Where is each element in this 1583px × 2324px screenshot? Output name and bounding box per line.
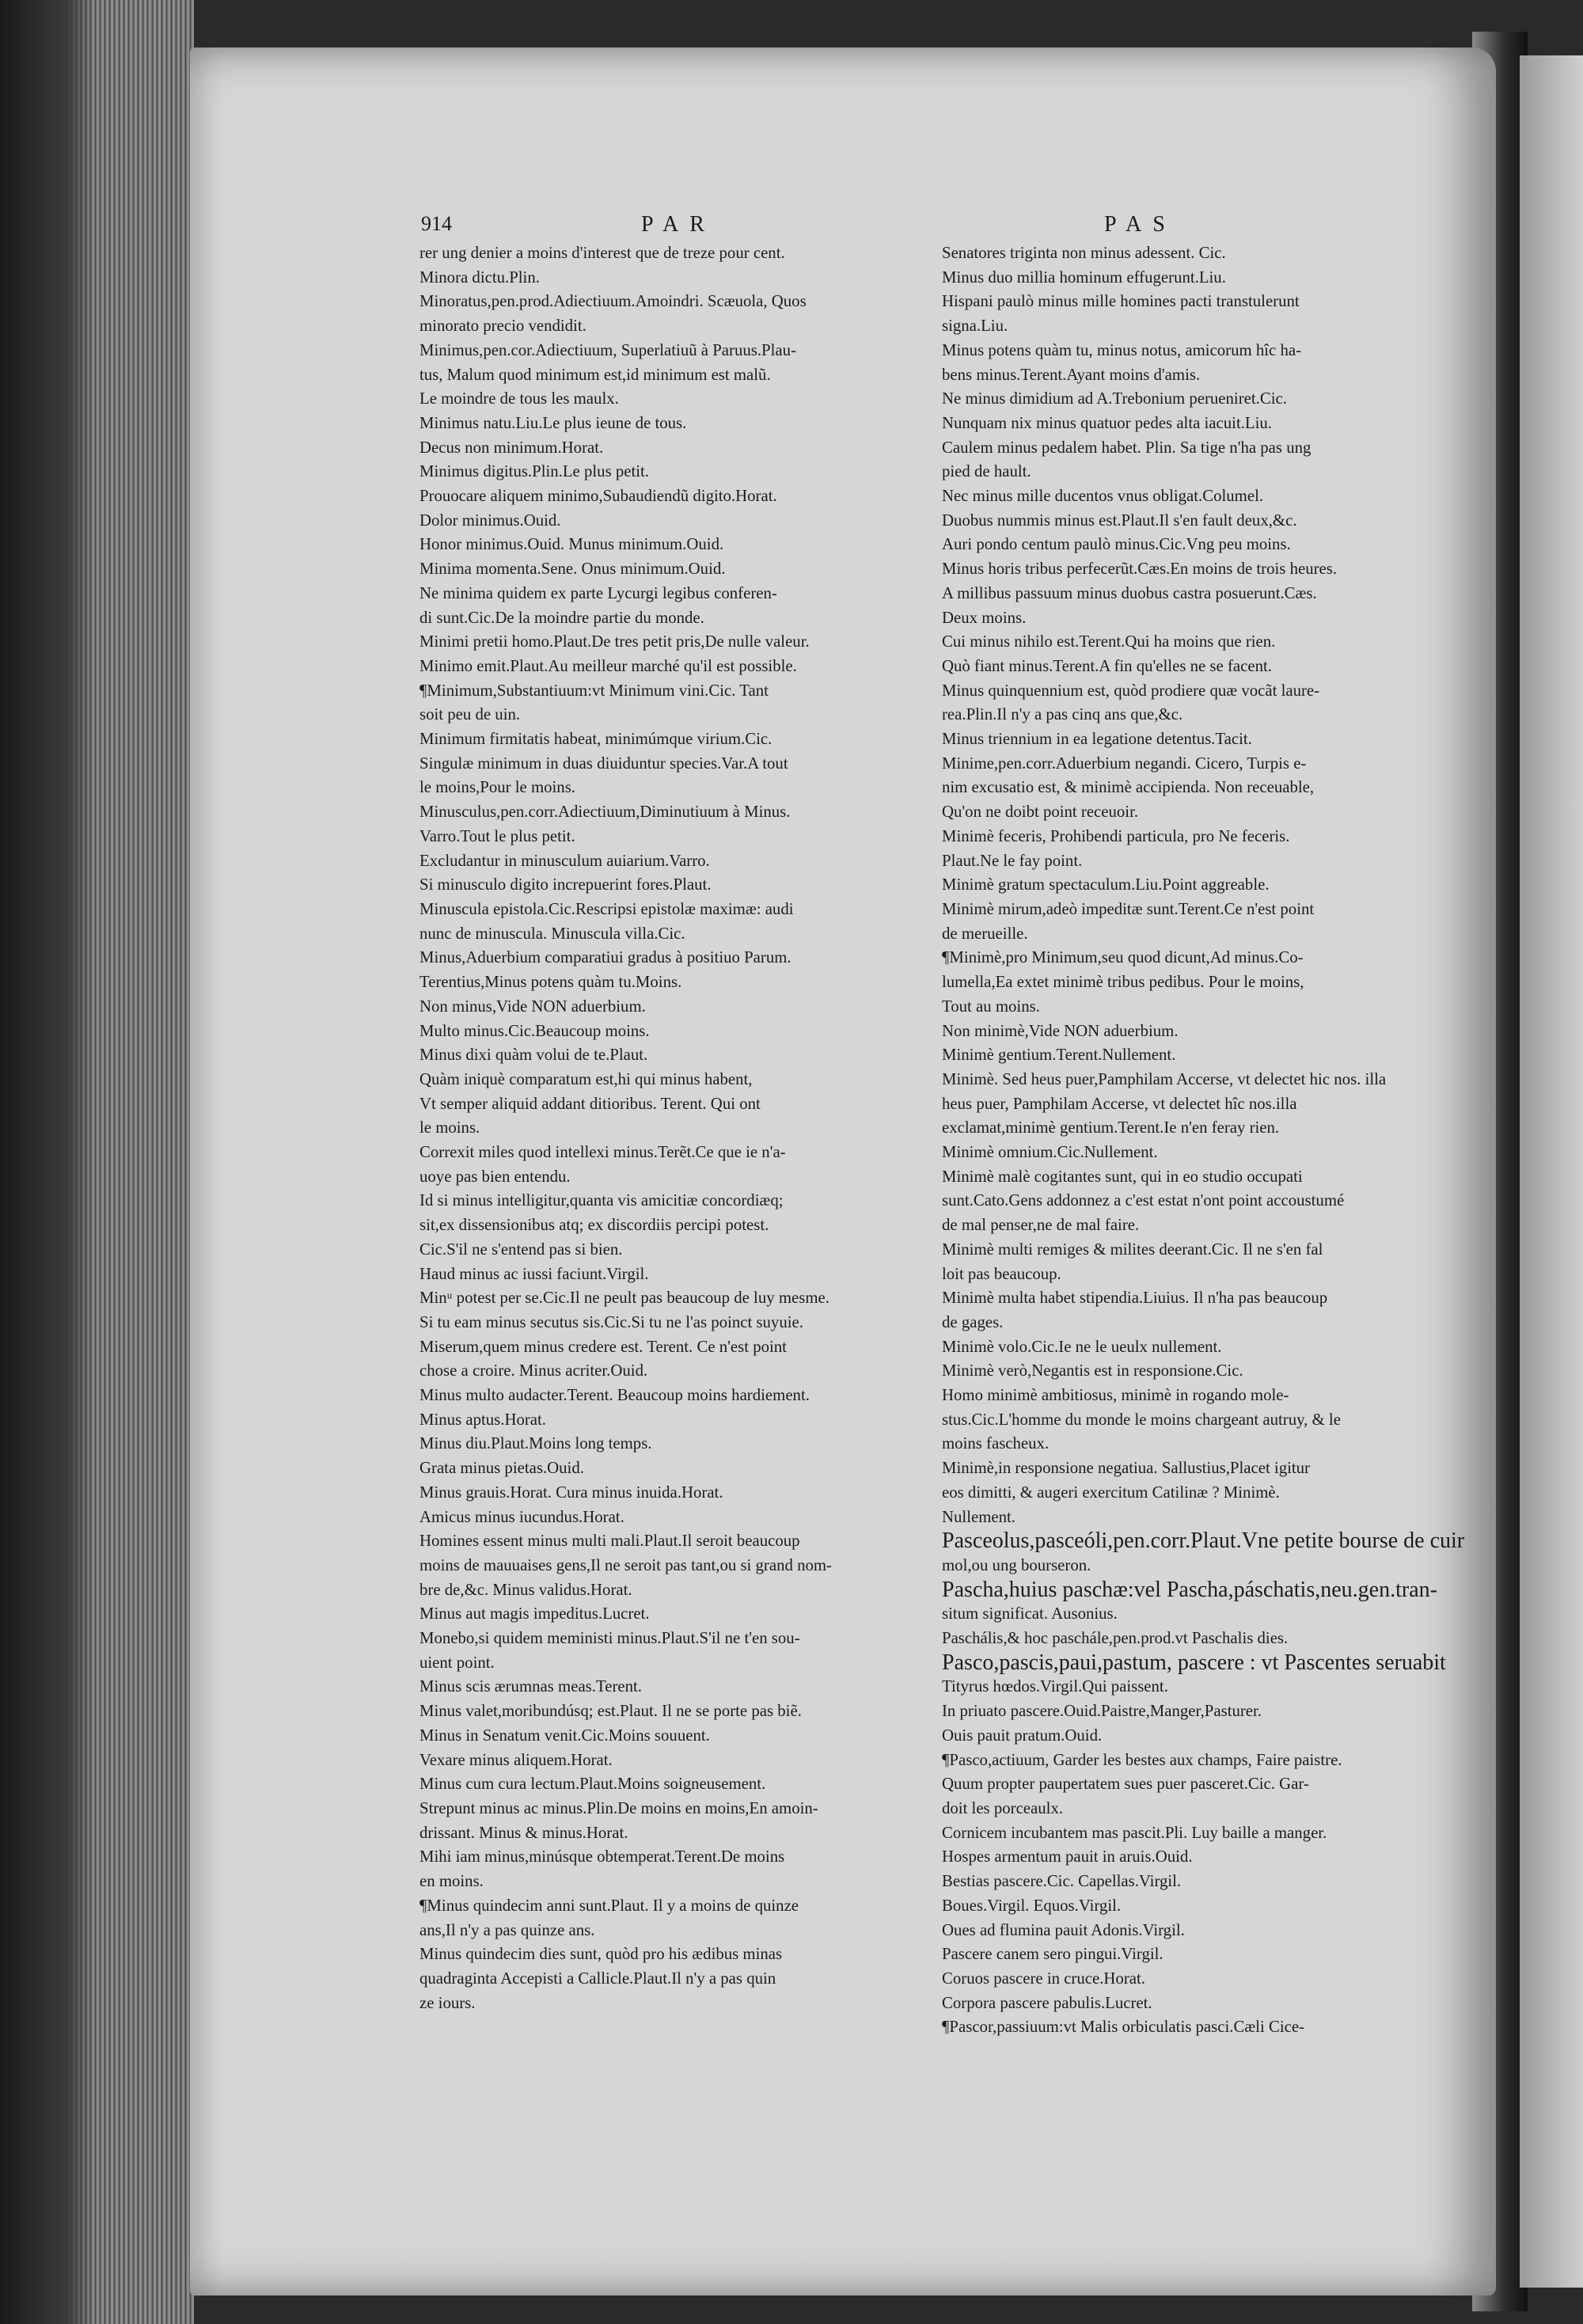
- dictionary-line: exclamat,minimè gentium.Terent.Ie n'en feray rien.: [942, 1118, 1280, 1137]
- dictionary-line: Minimè. Sed heus puer,Pamphilam Accerse, vt delectet hic nos. illa: [942, 1069, 1387, 1088]
- facing-page-edge: [1520, 55, 1583, 2288]
- dictionary-line: eos dimitti, & augeri exercitum Catilinæ ? Minimè.: [942, 1483, 1280, 1502]
- dictionary-line: Minimum firmitatis habeat, minimúmque virium.Cic.: [419, 730, 773, 749]
- dictionary-line: de gages.: [942, 1312, 1004, 1331]
- dictionary-line: Hospes armentum pauit in aruis.Ouid.: [942, 1847, 1193, 1866]
- dictionary-line: Minus quindecim dies sunt, quòd pro his ædibus minas: [419, 1945, 783, 1964]
- dictionary-line: lumella,Ea extet minimè tribus pedibus. Pour le moins,: [942, 973, 1304, 992]
- dictionary-line: Excludantur in minusculum auiarium.Varro.: [419, 851, 710, 870]
- dictionary-line: sit,ex dissensionibus atq; ex discordiis percipi potest.: [419, 1216, 769, 1235]
- dictionary-line: Haud minus ac iussi faciunt.Virgil.: [419, 1264, 649, 1283]
- dictionary-line: Minuscula epistola.Cic.Rescripsi epistolæ maximæ: audi: [419, 899, 794, 918]
- dictionary-line: Minus aptus.Horat.: [419, 1410, 547, 1429]
- dictionary-line: Multo minus.Cic.Beaucoup moins.: [419, 1021, 650, 1040]
- dictionary-line: Minus duo millia hominum effugerunt.Liu.: [942, 268, 1226, 287]
- dictionary-line: Tityrus hœdos.Virgil.Qui paissent.: [942, 1677, 1168, 1696]
- dictionary-line: Terentius,Minus potens quàm tu.Moins.: [419, 973, 682, 992]
- dictionary-line: Varro.Tout le plus petit.: [419, 826, 575, 845]
- left-column: [419, 241, 863, 2015]
- dictionary-line: Senatores triginta non minus adessent. Cic.: [942, 244, 1226, 262]
- dictionary-line: ans,Il n'y a pas quinze ans.: [419, 1920, 595, 1939]
- dictionary-line: Minimo emit.Plaut.Au meilleur marché qu'il est possible.: [419, 656, 797, 675]
- dictionary-line: Pascere canem sero pingui.Virgil.: [942, 1945, 1164, 1964]
- dictionary-line: Corpora pascere pabulis.Lucret.: [942, 1993, 1152, 2012]
- dictionary-line: di sunt.Cic.De la moindre partie du monde.: [419, 608, 704, 627]
- dictionary-line: Minus multo audacter.Terent. Beaucoup moins hardiement.: [419, 1386, 810, 1405]
- dictionary-line: Decus non minimum.Horat.: [419, 438, 604, 457]
- dictionary-line: Quum propter paupertatem sues puer pasceret.Cic. Gar-: [942, 1775, 1309, 1794]
- dictionary-line: pied de hault.: [942, 462, 1031, 481]
- dictionary-line: Minime,pen.corr.Aduerbium negandi. Cicero, Turpis e-: [942, 754, 1307, 773]
- dictionary-line: Minora dictu.Plin.: [419, 268, 540, 287]
- dictionary-line: de merueille.: [942, 924, 1028, 943]
- dictionary-line: Minus grauis.Horat. Cura minus inuida.Horat.: [419, 1483, 723, 1502]
- dictionary-line: Qu'on ne doibt point receuoir.: [942, 803, 1139, 822]
- dictionary-line: Minus diu.Plaut.Moins long temps.: [419, 1434, 652, 1453]
- dictionary-line: soit peu de uin.: [419, 705, 521, 724]
- dictionary-line: Mihi iam minus,minúsque obtemperat.Terent.De moins: [419, 1847, 785, 1866]
- dictionary-line: Nullement.: [942, 1507, 1015, 1526]
- page-number: 914: [421, 212, 452, 235]
- dictionary-line: Correxit miles quod intellexi minus.Terẽt.Ce que ie n'a-: [419, 1143, 786, 1162]
- dictionary-line: Minimè gentium.Terent.Nullement.: [942, 1046, 1176, 1065]
- dictionary-line: Minimè mirum,adeò impeditæ sunt.Terent.Ce n'est point: [942, 899, 1315, 918]
- dictionary-line: le moins,Pour le moins.: [419, 778, 575, 797]
- dictionary-line: Le moindre de tous les maulx.: [419, 389, 619, 408]
- dictionary-line: Ne minima quidem ex parte Lycurgi legibus conferen-: [419, 583, 777, 602]
- dictionary-line: Honor minimus.Ouid. Munus minimum.Ouid.: [419, 535, 724, 554]
- dictionary-line: minorato precio vendidit.: [419, 317, 587, 336]
- dictionary-line: Minus dixi quàm volui de te.Plaut.: [419, 1046, 648, 1065]
- running-head-right: PAS: [1104, 212, 1176, 237]
- dictionary-line: Minus quinquennium est, quòd prodiere quæ vocãt laure-: [942, 681, 1320, 700]
- dictionary-line: Tout au moins.: [942, 997, 1040, 1016]
- dictionary-line: Singulæ minimum in duas diuiduntur species.Var.A tout: [419, 754, 788, 773]
- dictionary-line: Strepunt minus ac minus.Plin.De moins en moins,En amoin-: [419, 1799, 818, 1817]
- dictionary-line: Minimus natu.Liu.Le plus ieune de tous.: [419, 413, 687, 432]
- dictionary-line: Nunquam nix minus quatuor pedes alta iacuit.Liu.: [942, 413, 1273, 432]
- dictionary-line: Minusculus,pen.corr.Adiectiuum,Diminutiuum à Minus.: [419, 803, 791, 822]
- dictionary-line: Minimè gratum spectaculum.Liu.Point aggreable.: [942, 875, 1270, 894]
- dictionary-line: Si minusculo digito increpuerint fores.Plaut.: [419, 875, 712, 894]
- dictionary-line: Cornicem incubantem mas pascit.Pli. Luy baille a manger.: [942, 1823, 1327, 1842]
- dictionary-line: Minimè omnium.Cic.Nullement.: [942, 1143, 1158, 1162]
- dictionary-line: Non minimè,Vide NON aduerbium.: [942, 1021, 1179, 1040]
- dictionary-line: Si tu eam minus secutus sis.Cic.Si tu ne l'as poinct suyuie.: [419, 1312, 803, 1331]
- dictionary-line: Boues.Virgil. Equos.Virgil.: [942, 1896, 1122, 1915]
- dictionary-line: Minᵘ potest per se.Cic.Il ne peult pas beaucoup de luy mesme.: [419, 1289, 829, 1308]
- dictionary-line: Hispani paulò minus mille homines pacti transtulerunt: [942, 292, 1300, 311]
- dictionary-line: Dolor minimus.Ouid.: [419, 511, 561, 530]
- dictionary-line: de mal penser,ne de mal faire.: [942, 1216, 1140, 1235]
- dictionary-line: Minimè multa habet stipendia.Liuius. Il n'ha pas beaucoup: [942, 1289, 1328, 1308]
- dictionary-line: Ne minus dimidium ad A.Trebonium perueniret.Cic.: [942, 389, 1287, 408]
- dictionary-line: Pascha,huius paschæ:vel Pascha,páschatis,neu.gen.tran-: [942, 1577, 1437, 1602]
- dictionary-line: Grata minus pietas.Ouid.: [419, 1459, 584, 1478]
- dictionary-line: In priuato pascere.Ouid.Paistre,Manger,Pasturer.: [942, 1702, 1262, 1721]
- dictionary-line: rer ung denier a moins d'interest que de treze pour cent.: [419, 244, 785, 262]
- dictionary-line: moins de mauuaises gens,Il ne seroit pas tant,ou si grand nom-: [419, 1555, 832, 1574]
- dictionary-line: nunc de minuscula. Minuscula villa.Cic.: [419, 924, 685, 943]
- dictionary-line: Id si minus intelligitur,quanta vis amicitiæ concordiæq;: [419, 1191, 784, 1210]
- dictionary-line: Minus scis ærumnas meas.Terent.: [419, 1677, 642, 1696]
- dictionary-line: Homo minimè ambitiosus, minimè in rogando mole-: [942, 1386, 1289, 1405]
- dictionary-line: Minus aut magis impeditus.Lucret.: [419, 1604, 650, 1623]
- dictionary-line: Minus triennium in ea legatione detentus.Tacit.: [942, 730, 1252, 749]
- dictionary-line: Monebo,si quidem meministi minus.Plaut.S'il ne t'en sou-: [419, 1629, 800, 1648]
- dictionary-line: Minoratus,pen.prod.Adiectiuum.Amoindri. Scæuola, Quos: [419, 292, 807, 311]
- dictionary-line: Quàm iniquè comparatum est,hi qui minus habent,: [419, 1069, 753, 1088]
- dictionary-line: Non minus,Vide NON aduerbium.: [419, 997, 646, 1016]
- dictionary-line: Quò fiant minus.Terent.A fin qu'elles ne se facent.: [942, 656, 1272, 675]
- dictionary-line: ¶Pascor,passiuum:vt Malis orbiculatis pasci.Cæli Cice-: [942, 2018, 1304, 2037]
- dictionary-line: Pasco,pascis,paui,pastum, pascere : vt Pascentes seruabit: [942, 1650, 1446, 1675]
- dictionary-line: ¶Pasco,actiuum, Garder les bestes aux champs, Faire paistre.: [942, 1750, 1342, 1769]
- dictionary-line: quadraginta Accepisti a Callicle.Plaut.Il n'y a pas quin: [419, 1969, 776, 1988]
- book-shadow: [0, 0, 95, 2324]
- dictionary-line: Auri pondo centum paulò minus.Cic.Vng peu moins.: [942, 535, 1291, 554]
- dictionary-line: Minus horis tribus perfecerũt.Cæs.En moins de trois heures.: [942, 560, 1338, 579]
- dictionary-line: Minimus digitus.Plin.Le plus petit.: [419, 462, 650, 481]
- dictionary-line: sunt.Cato.Gens addonnez a c'est estat n'ont point accoustumé: [942, 1191, 1345, 1210]
- dictionary-line: Minimè volo.Cic.Ie ne le ueulx nullement.: [942, 1337, 1222, 1356]
- dictionary-line: ¶Minimum,Substantiuum:vt Minimum vini.Cic. Tant: [419, 681, 769, 700]
- dictionary-line: Minimè multi remiges & milites deerant.Cic. Il ne s'en fal: [942, 1240, 1323, 1259]
- dictionary-line: Minimè feceris, Prohibendi particula, pro Ne feceris.: [942, 826, 1290, 845]
- dictionary-line: Minimus,pen.cor.Adiectiuum, Superlatiuũ à Paruus.Plau-: [419, 340, 796, 359]
- dictionary-line: Minus valet,moribundúsq; est.Plaut. Il ne se porte pas biẽ.: [419, 1702, 802, 1721]
- dictionary-line: Cic.S'il ne s'entend pas si bien.: [419, 1240, 623, 1259]
- dictionary-line: Minimè malè cogitantes sunt, qui in eo studio occupati: [942, 1167, 1303, 1186]
- dictionary-line: Duobus nummis minus est.Plaut.Il s'en fault deux,&c.: [942, 511, 1297, 530]
- dictionary-line: drissant. Minus & minus.Horat.: [419, 1823, 628, 1842]
- dictionary-line: doit les porceaulx.: [942, 1799, 1064, 1817]
- dictionary-line: nim excusatio est, & minimè accipienda. Non receuable,: [942, 778, 1315, 797]
- dictionary-line: uoye pas bien entendu.: [419, 1167, 571, 1186]
- dictionary-line: Coruos pascere in cruce.Horat.: [942, 1969, 1145, 1988]
- dictionary-line: Minimè,in responsione negatiua. Sallustius,Placet igitur: [942, 1459, 1310, 1478]
- dictionary-line: Caulem minus pedalem habet. Plin. Sa tige n'ha pas ung: [942, 438, 1312, 457]
- dictionary-line: Minima momenta.Sene. Onus minimum.Ouid.: [419, 560, 726, 579]
- dictionary-line: Miserum,quem minus credere est. Terent. Ce n'est point: [419, 1337, 787, 1356]
- dictionary-line: Amicus minus iucundus.Horat.: [419, 1507, 624, 1526]
- dictionary-line: Deux moins.: [942, 608, 1027, 627]
- dictionary-line: tus, Malum quod minimum est,id minimum est malũ.: [419, 365, 771, 384]
- dictionary-line: heus puer, Pamphilam Accerse, vt delectet hîc nos.illa: [942, 1094, 1297, 1113]
- dictionary-line: ze iours.: [419, 1993, 476, 2012]
- running-head-left: PAR: [641, 212, 716, 237]
- dictionary-line: Minimi pretii homo.Plaut.De tres petit pris,De nulle valeur.: [419, 632, 810, 651]
- dictionary-line: Plaut.Ne le fay point.: [942, 851, 1083, 870]
- dictionary-line: en moins.: [419, 1872, 484, 1891]
- dictionary-line: Oues ad flumina pauit Adonis.Virgil.: [942, 1920, 1185, 1939]
- dictionary-line: ¶Minimè,pro Minimum,seu quod dicunt,Ad minus.Co-: [942, 948, 1304, 967]
- dictionary-line: Vexare minus aliquem.Horat.: [419, 1750, 613, 1769]
- dictionary-line: rea.Plin.Il n'y a pas cinq ans que,&c.: [942, 705, 1183, 724]
- dictionary-line: ¶Minus quindecim anni sunt.Plaut. Il y a moins de quinze: [419, 1896, 799, 1915]
- dictionary-line: le moins.: [419, 1118, 480, 1137]
- dictionary-line: loit pas beaucoup.: [942, 1264, 1061, 1283]
- dictionary-line: moins fascheux.: [942, 1434, 1050, 1453]
- dictionary-line: signa.Liu.: [942, 317, 1008, 336]
- dictionary-line: bens minus.Terent.Ayant moins d'amis.: [942, 365, 1201, 384]
- dictionary-line: uient point.: [419, 1653, 495, 1672]
- dictionary-line: Vt semper aliquid addant ditioribus. Terent. Qui ont: [419, 1094, 761, 1113]
- dictionary-line: Minus potens quàm tu, minus notus, amicorum hîc ha-: [942, 340, 1302, 359]
- dictionary-line: mol,ou ung bourseron.: [942, 1555, 1091, 1574]
- right-column: [942, 241, 1465, 2040]
- dictionary-line: Nec minus mille ducentos vnus obligat.Columel.: [942, 487, 1264, 506]
- dictionary-line: bre de,&c. Minus validus.Horat.: [419, 1580, 632, 1599]
- dictionary-line: Ouis pauit pratum.Ouid.: [942, 1726, 1103, 1745]
- dictionary-line: Pasceolus,pasceóli,pen.corr.Plaut.Vne petite bourse de cuir: [942, 1528, 1465, 1554]
- dictionary-line: Minimè verò,Negantis est in responsione.Cic.: [942, 1361, 1243, 1380]
- dictionary-line: Cui minus nihilo est.Terent.Qui ha moins que rien.: [942, 632, 1276, 651]
- dictionary-line: A millibus passuum minus duobus castra posuerunt.Cæs.: [942, 583, 1317, 602]
- dictionary-line: Bestias pascere.Cic. Capellas.Virgil.: [942, 1872, 1182, 1891]
- dictionary-line: chose a croire. Minus acriter.Ouid.: [419, 1361, 648, 1380]
- dictionary-line: Prouocare aliquem minimo,Subaudiendũ digito.Horat.: [419, 487, 777, 506]
- dictionary-line: Paschális,& hoc paschále,pen.prod.vt Paschalis dies.: [942, 1629, 1289, 1648]
- dictionary-line: Minus in Senatum venit.Cic.Moins souuent.: [419, 1726, 710, 1745]
- dictionary-line: Homines essent minus multi mali.Plaut.Il seroit beaucoup: [419, 1532, 800, 1551]
- dictionary-line: Minus,Aduerbium comparatiui gradus à positiuo Parum.: [419, 948, 792, 967]
- dictionary-line: Minus cum cura lectum.Plaut.Moins soigneusement.: [419, 1775, 766, 1794]
- dictionary-line: stus.Cic.L'homme du monde le moins chargeant autruy, & le: [942, 1410, 1341, 1429]
- dictionary-line: situm significat. Ausonius.: [942, 1604, 1118, 1623]
